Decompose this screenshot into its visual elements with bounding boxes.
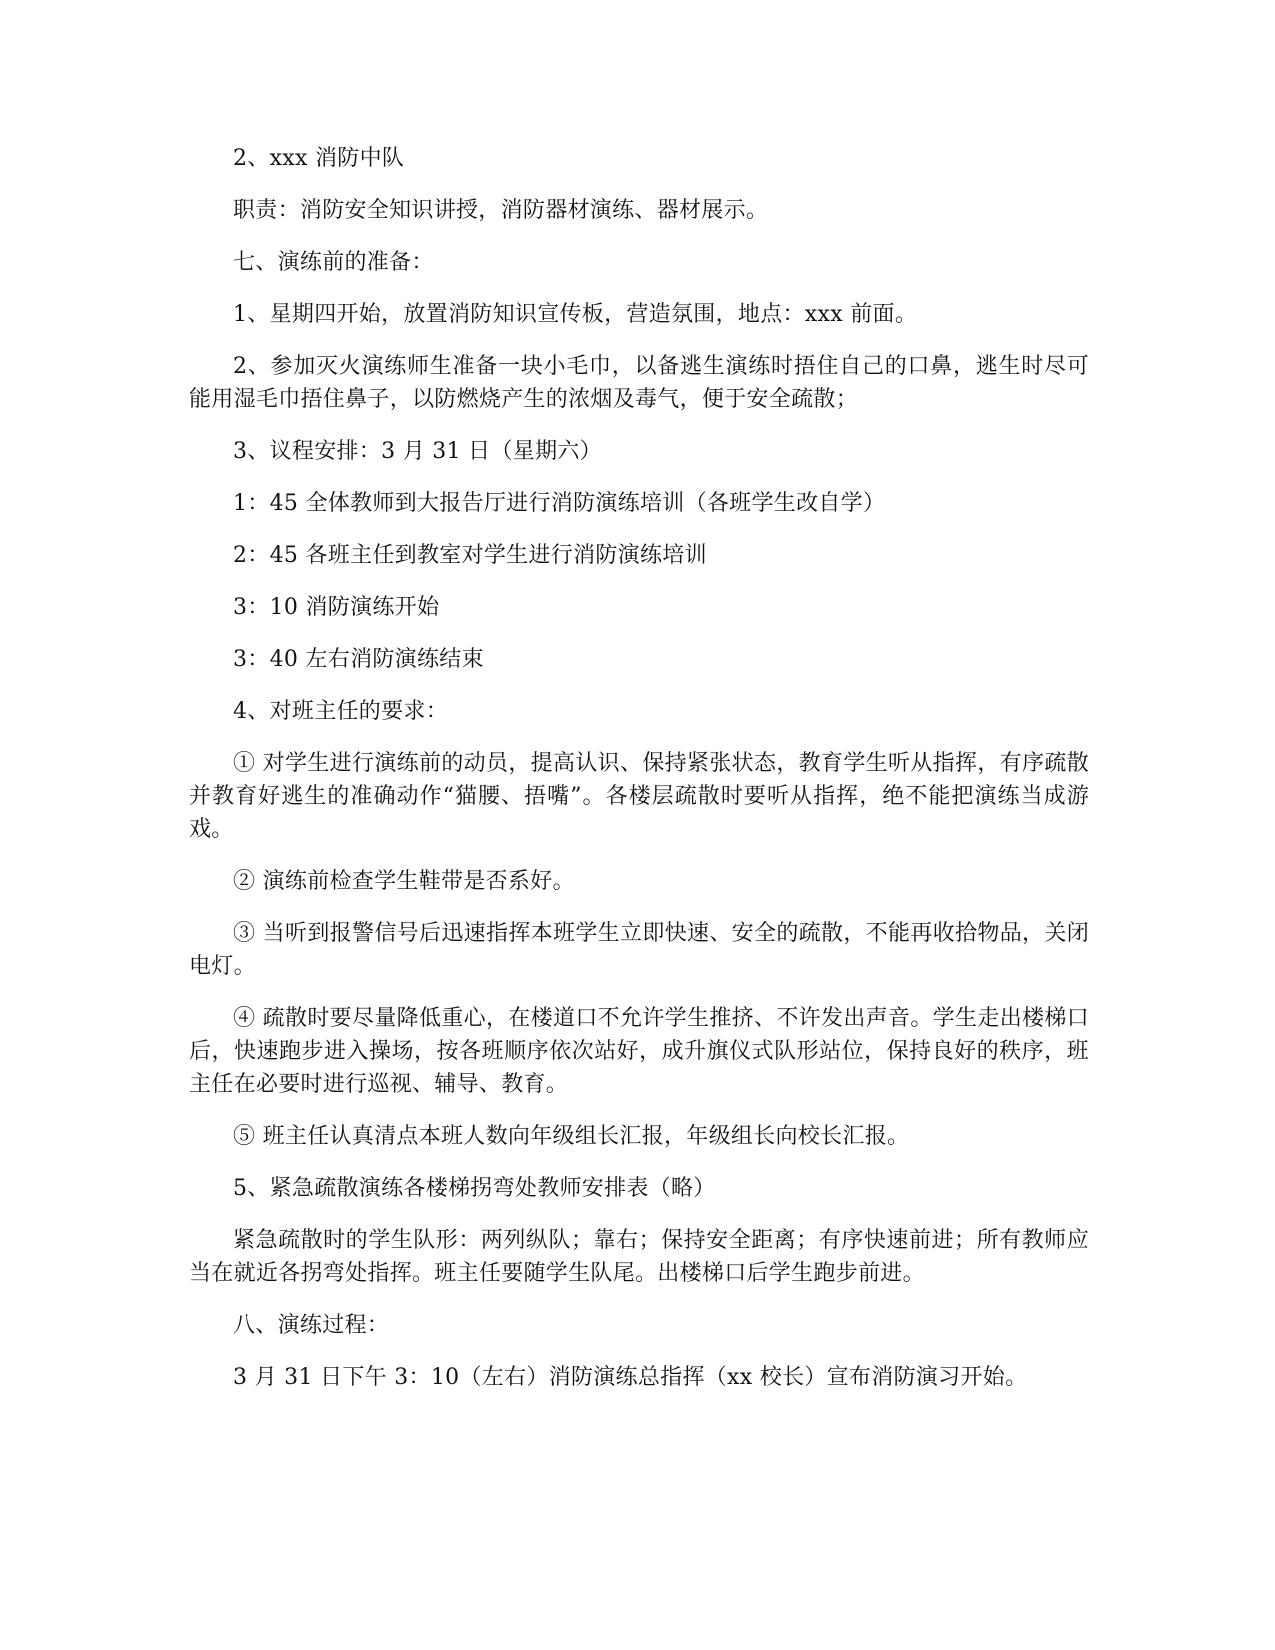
requirement-1: ① 对学生进行演练前的动员，提高认识、保持紧张状态，教育学生听从指挥，有序疏散并教育好逃生的准确动作“猫腰、捂嘴”。各楼层疏散时要听从指挥，绝不能把演练当成游戏。 [189,751,1089,842]
paragraph-prep-1: 1、星期四开始，放置消防知识宣传板，营造氛围，地点：xxx 前面。 [233,302,918,327]
paragraph-unit-2-fire-brigade: 2、xxx 消防中队 [233,146,405,171]
section-heading-drill-process: 八、演练过程： [233,1313,390,1338]
requirement-5: ⑤ 班主任认真清点本班人数向年级组长汇报，年级组长向校长汇报。 [233,1124,910,1149]
paragraph-stair-schedule: 5、紧急疏散演练各楼梯拐弯处教师安排表（略） [233,1176,716,1201]
paragraph-drill-start: 3 月 31 日下午 3：10（左右）消防演练总指挥（xx 校长）宣布消防演习开始。 [233,1365,1028,1390]
paragraph-evacuation-formation: 紧急疏散时的学生队形：两列纵队；靠右；保持安全距离；有序快速前进；所有教师应当在就近各拐弯处指挥。班主任要随学生队尾。出楼梯口后学生跑步前进。 [189,1228,1089,1286]
paragraph-teacher-requirements: 4、对班主任的要求： [233,699,448,724]
requirement-4: ④ 疏散时要尽量降低重心，在楼道口不允许学生推挤、不许发出声音。学生走出楼梯口后，快速跑步进入操场，按各班顺序依次站好，成升旗仪式队形站位，保持良好的秩序，班主任在必要时进行巡视、辅导、教育。 [189,1006,1089,1097]
paragraph-prep-2: 2、参加灭火演练师生准备一块小毛巾，以备逃生演练时捂住自己的口鼻，逃生时尽可能用湿毛巾捂住鼻子，以防燃烧产生的浓烟及毒气，便于安全疏散； [189,354,1089,412]
requirement-3: ③ 当听到报警信号后迅速指挥本班学生立即快速、安全的疏散，不能再收拾物品，关闭电灯。 [189,921,1089,979]
agenda-item-1: 1：45 全体教师到大报告厅进行消防演练培训（各班学生改自学） [233,491,886,516]
requirement-2: ② 演练前检查学生鞋带是否系好。 [233,869,575,894]
section-heading-preparation: 七、演练前的准备： [233,250,434,275]
agenda-item-2: 2：45 各班主任到教室对学生进行消防演练培训 [233,543,707,568]
document-page [189,142,1089,1413]
paragraph-agenda: 3、议程安排：3 月 31 日（星期六） [233,439,602,464]
agenda-item-3: 3：10 消防演练开始 [233,595,440,620]
agenda-item-4: 3：40 左右消防演练结束 [233,647,484,672]
paragraph-duties: 职责：消防安全知识讲授，消防器材演练、器材展示。 [233,198,769,223]
